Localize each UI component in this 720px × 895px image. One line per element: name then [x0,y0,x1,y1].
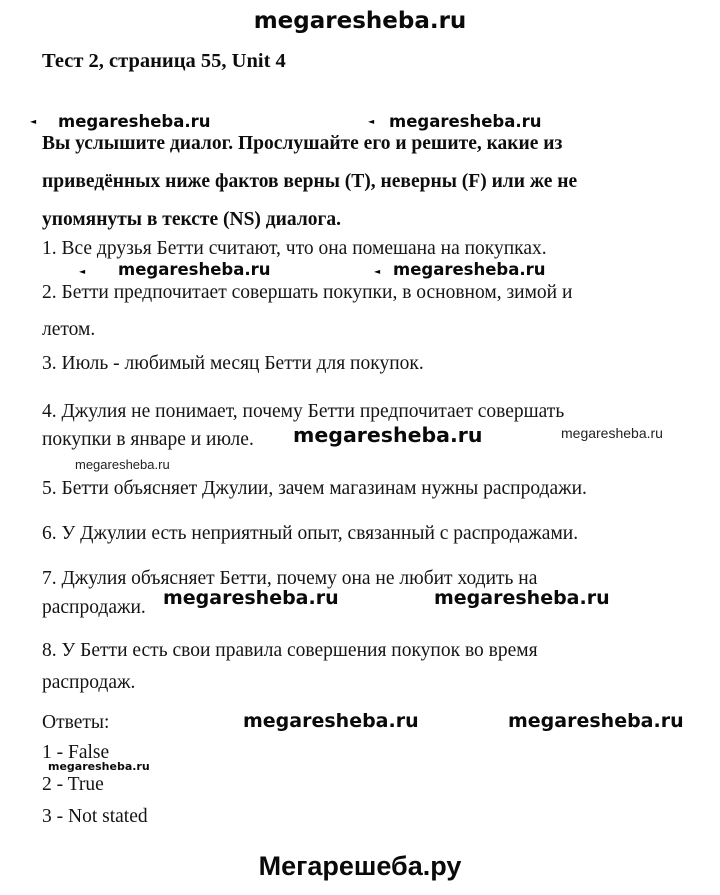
question-2-line-2: летом. [42,319,96,340]
watermark: megaresheba.ru [434,587,610,609]
question-6: 6. У Джулии есть неприятный опыт, связанный с распродажами. [42,523,579,544]
question-3: 3. Июль - любимый месяц Бетти для покупок. [42,353,424,374]
question-1: 1. Все друзья Бетти считают, что она помешана на покупках. [42,238,547,259]
page-title: Тест 2, страница 55, Unit 4 [42,50,286,72]
footer-brand: Мегарешеба.ру [258,851,462,881]
question-4-line-2: покупки в январе и июле. [42,429,254,450]
watermark: megaresheba.ru [508,710,684,732]
watermark: megaresheba.ru [393,260,546,279]
watermark: megaresheba.ru [389,112,542,131]
question-2-line-1: 2. Бетти предпочитает совершать покупки, в основном, зимой и [42,282,573,303]
watermark: megaresheba.ru [163,587,339,609]
watermark: megaresheba.ru [58,112,211,131]
answer-3: 3 - Not stated [42,806,148,827]
question-4-line-1: 4. Джулия не понимает, почему Бетти предпочитает совершать [42,401,565,422]
left-arrow-marker-icon: ◄ [30,117,37,126]
instruction-line: упомянуты в тексте (NS) диалога. [42,209,341,230]
left-arrow-marker-icon: ◄ [79,267,86,276]
watermark: megaresheba.ru [293,423,483,447]
instruction-line: приведённых ниже фактов верны (Т), неверны (F) или же не [42,171,578,192]
question-5: 5. Бетти объясняет Джулии, зачем магазинам нужны распродажи. [42,478,587,499]
question-8-line-1: 8. У Бетти есть свои правила совершения покупок во время [42,640,538,661]
question-8-line-2: распродаж. [42,672,136,693]
question-7-line-1: 7. Джулия объясняет Бетти, почему она не любит ходить на [42,568,538,589]
instruction-line: Вы услышите диалог. Прослушайте его и решите, какие из [42,133,563,154]
watermark: megaresheba.ru [48,760,150,773]
question-7-line-2: распродажи. [42,597,146,618]
left-arrow-marker-icon: ◄ [368,117,375,126]
answer-1: 1 - False [42,742,110,763]
answers-label: Ответы: [42,712,110,733]
site-header: megaresheba.ru [253,8,467,34]
watermark: megaresheba.ru [118,260,271,279]
watermark: megaresheba.ru [243,710,419,732]
answer-2: 2 - True [42,774,104,795]
left-arrow-marker-icon: ◄ [374,267,381,276]
watermark: megaresheba.ru [561,425,663,441]
watermark: megaresheba.ru [75,457,170,472]
